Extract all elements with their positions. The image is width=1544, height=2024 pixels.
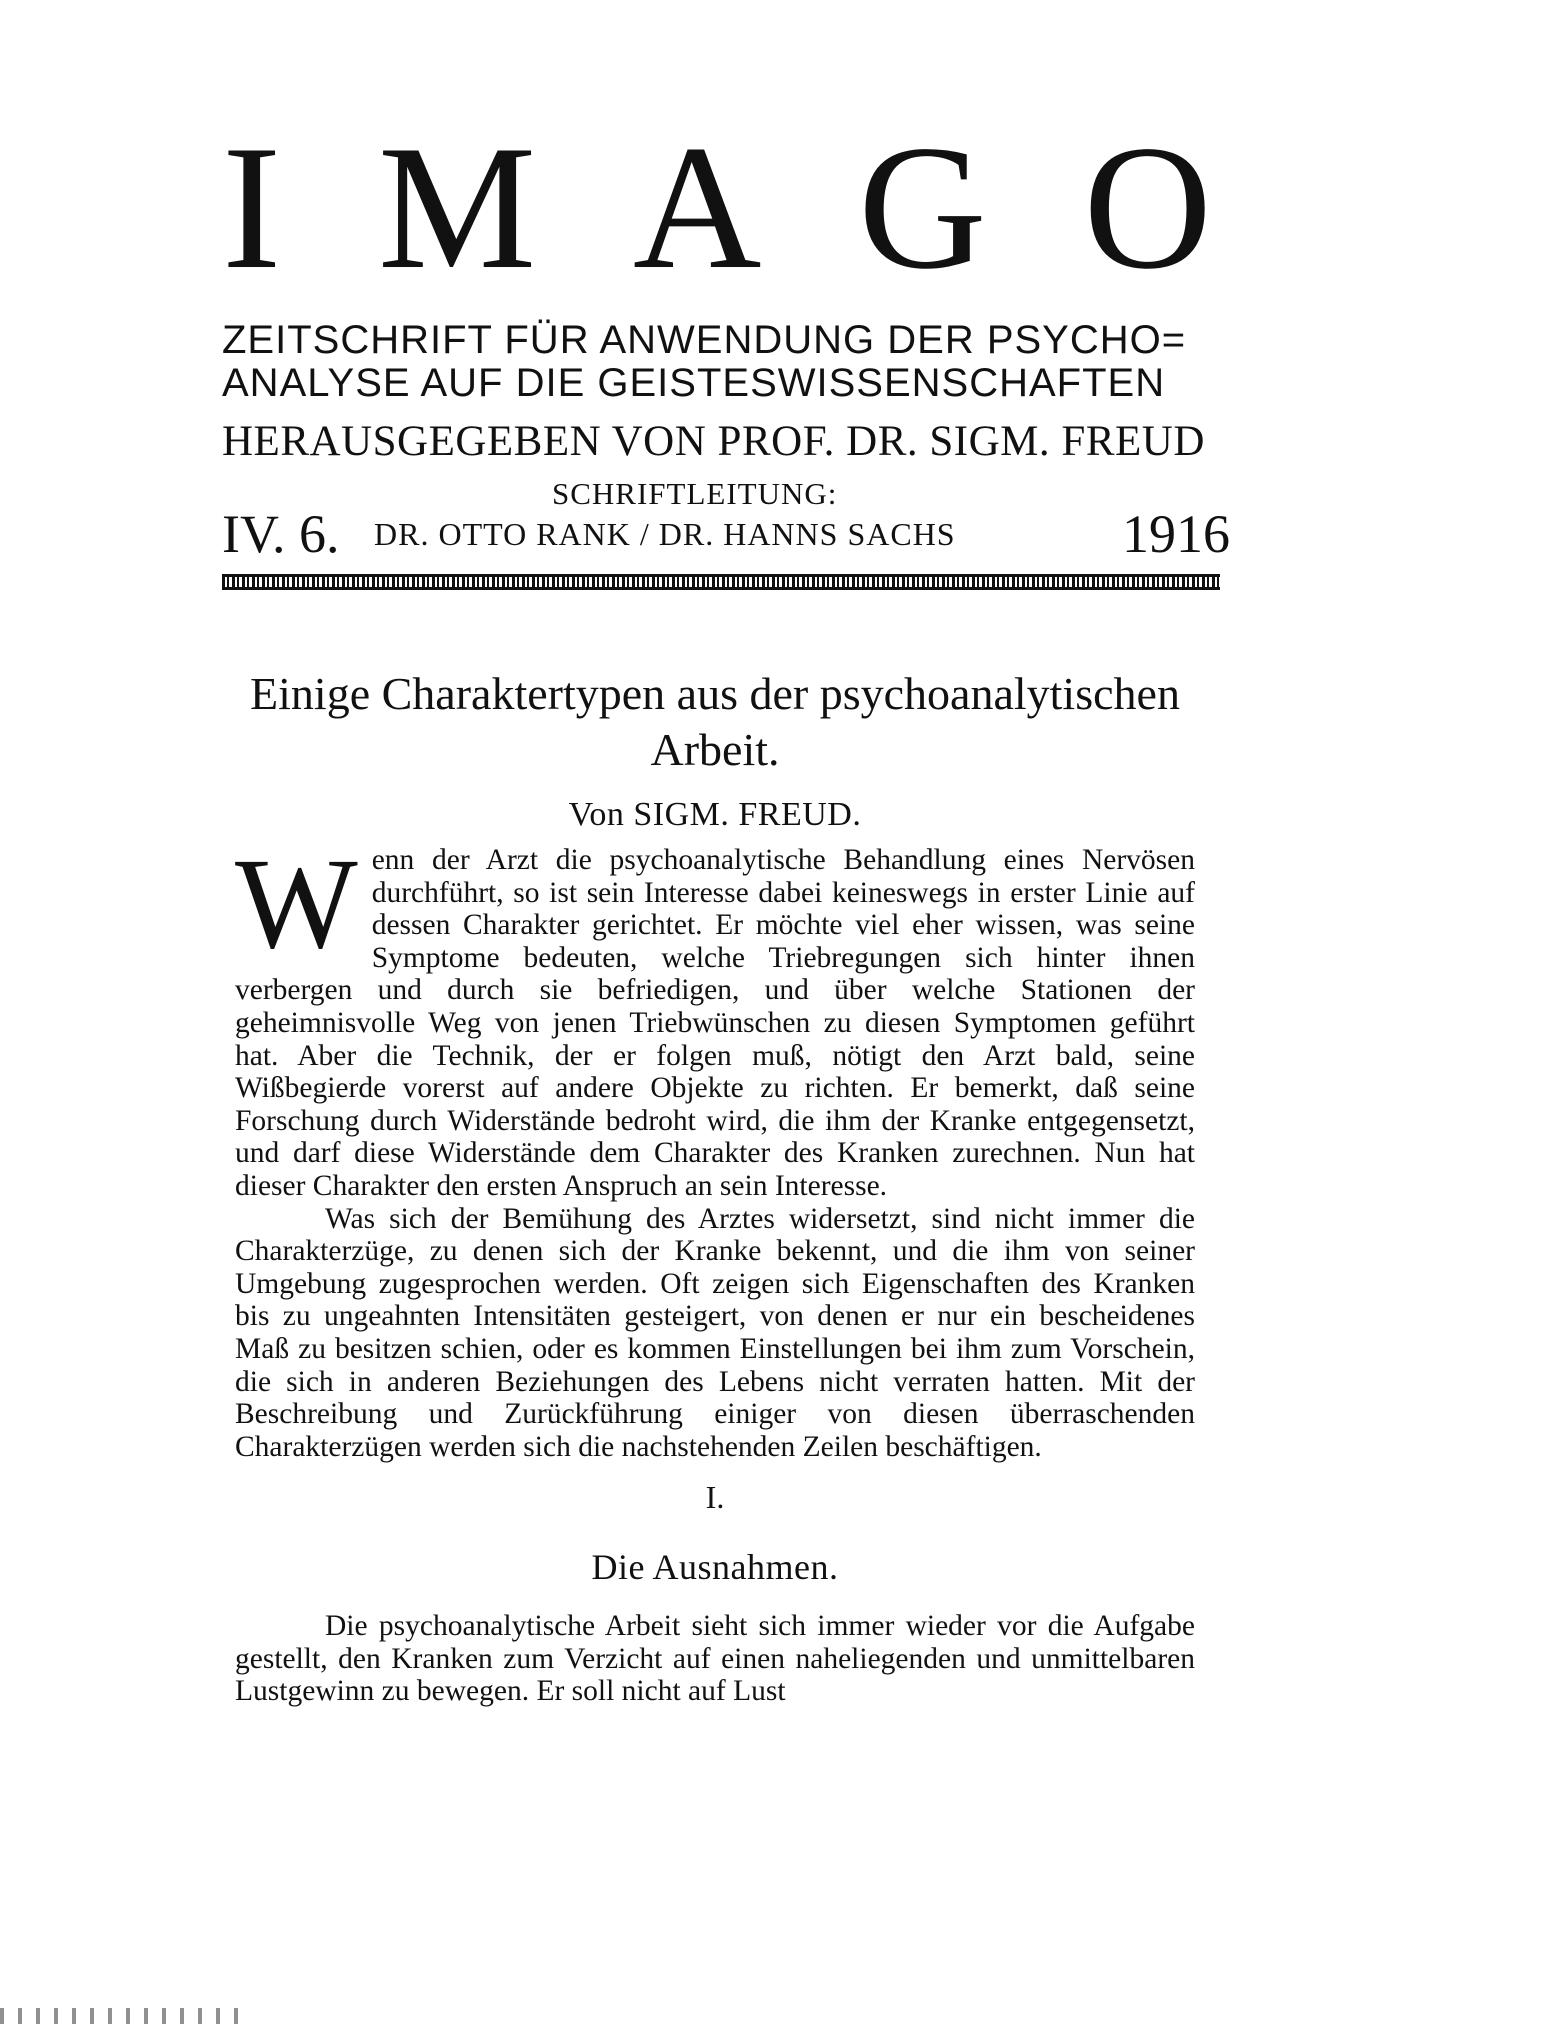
title-letter: A (632, 108, 762, 306)
redaction-editors: DR. OTTO RANK / DR. HANNS SACHS (374, 516, 956, 552)
drop-cap: W (235, 832, 358, 976)
title-letter: I (222, 108, 282, 306)
byline: Von SIGM. FREUD. (568, 796, 862, 833)
paragraph (235, 832, 1195, 1203)
schriftleitung-label: SCHRIFTLEITUNG: (552, 476, 838, 511)
title-letter: O (1083, 108, 1212, 306)
article-title: Einige Charaktertypen aus der psychoanalytischen Arbeit. (250, 668, 1180, 775)
article (235, 666, 1195, 1708)
subtitle-line-2: ANALYSE AUF DIE GEISTESWISSENSCHAFTEN (222, 361, 1166, 405)
title-letter: M (377, 108, 537, 306)
journal-title (222, 108, 1212, 306)
volume-number: IV. 6. (222, 504, 340, 564)
ornamental-rule (222, 574, 1220, 590)
paragraph-text: enn der Arzt die psychoanalytische Behandlung eines Nervösen durchführt, so ist sein Interesse dabei keineswegs in erster Linie auf dessen Charakter gerichtet. Er möchte viel eher wissen, was seine Symptome bedeuten, welche Triebregungen sich hinter ihnen verbergen und durch sie befriedigen, und über welche Stationen der geheimnisvolle Weg von jenen Triebwünschen zu diesen Symptomen geführt hat. Aber die Technik, der er folgen muß, nötigt den Arzt bald, seine Wißbegierde vorerst auf andere Objekte zu richten. Er bemerkt, daß seine Forschung durch Widerstände bedroht wird, die ihm der Kranke entgegensetzt, und darf diese Widerstände dem Charakter des Kranken zurechnen. Nun hat dieser Charakter den ersten Anspruch an sein Interesse. (235, 844, 1195, 1202)
paragraph: Was sich der Bemühung des Arztes widersetzt, sind nicht immer die Charakterzüge, zu denen sich der Kranke bekennt, und die ihm von seiner Umgebung zugesprochen werden. Oft zeigen sich Eigenschaften des Kranken bis zu ungeahnten Intensitäten gesteigert, von denen er nur ein bescheidenes Maß zu besitzen schien, oder es kommen Einstellungen bei ihm zum Vorschein, die sich in anderen Beziehungen des Lebens nicht verraten hatten. Mit der Beschreibung und Zurückführung einiger von diesen überraschenden Charakterzügen werden sich die nachstehenden Zeilen beschäftigen. (235, 1202, 1195, 1463)
year: 1916 (1122, 504, 1230, 564)
section-title: Die Ausnahmen. (591, 1547, 839, 1588)
section-number: I. (705, 1479, 725, 1516)
subtitle-line-1: ZEITSCHRIFT FÜR ANWENDUNG DER PSYCHO= (222, 318, 1187, 362)
scan-edge-marks (0, 2008, 240, 2024)
article-body-continued (235, 1610, 1195, 1708)
editor-line: HERAUSGEGEBEN VON PROF. DR. SIGM. FREUD (222, 418, 1205, 465)
paragraph: Die psychoanalytische Arbeit sieht sich immer wieder vor die Aufgabe gestellt, den Kranken zum Verzicht auf einen naheliegenden und unmittelbaren Lustgewinn zu bewegen. Er soll nicht auf Lust (235, 1610, 1195, 1708)
title-letter: G (858, 108, 987, 306)
article-body (235, 832, 1195, 1463)
